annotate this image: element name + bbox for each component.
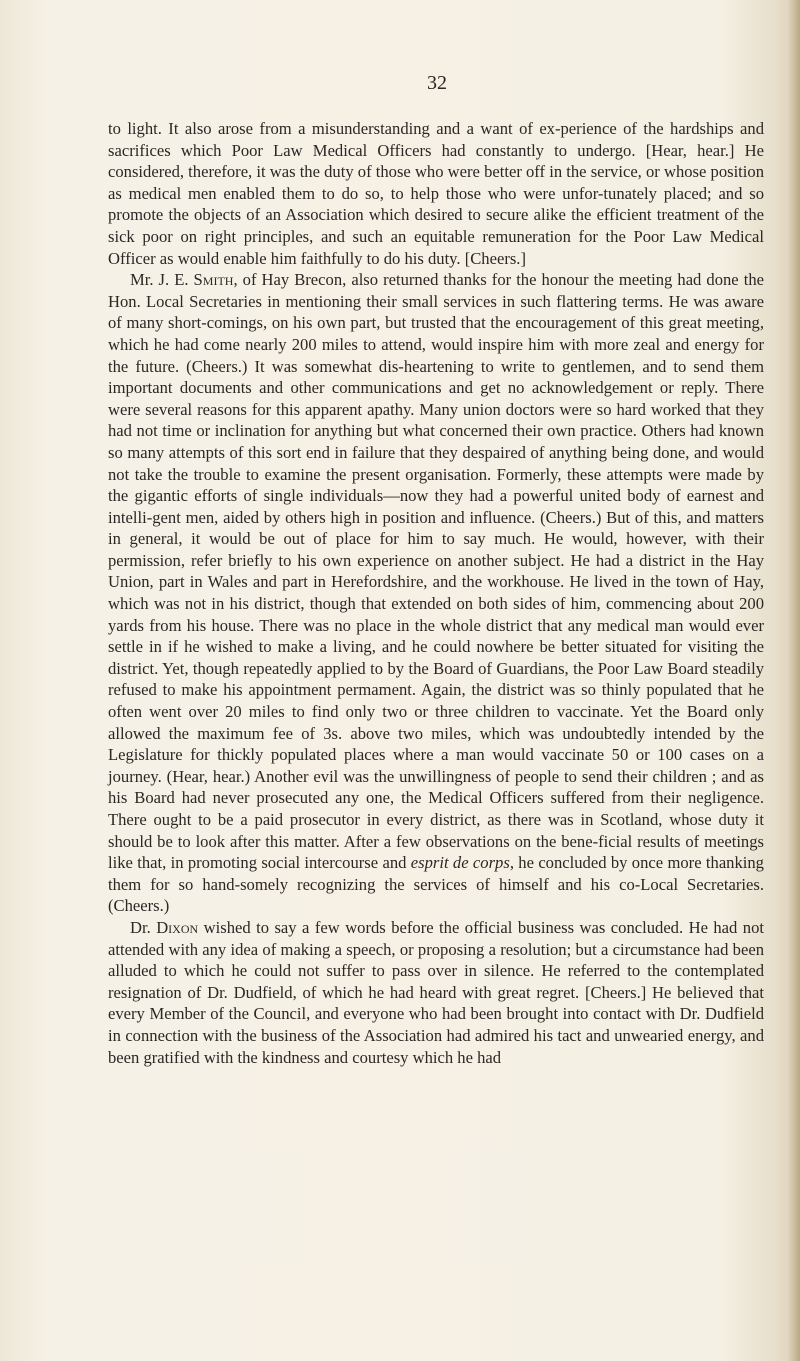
- paragraph-2-text-b: , of Hay Brecon, also returned thanks for the honour the meeting had done the Hon. Local Secretaries in mentioning their small services in such flattering terms. He was aware of many short-comings, on his own part, but trusted that the encouragement of this great meeting, which he had come nearly 200 miles to attend, would inspire him with more zeal and energy for the future. (Cheers.) It was somewhat dis-heartening to write to gentlemen, and to send them important documents and other communications and get no acknowledgement or reply. There were several reasons for this apparent apathy. Many union doctors were so hard worked that they had not time or inclination for anything but what concerned their own practice. Others had known so many attempts of this sort end in failure that they despaired of anything being done, and would not take the trouble to examine the present organisation. Formerly, these attempts were made by the gigantic efforts of single individuals—now they had a powerful united body of earnest and intelli-gent men, aided by others high in position and influence. (Cheers.) But of this, and matters in general, it would be out of place for him to say much. He would, however, with their permission, refer briefly to his own experience on another subject. He had a district in the Hay Union, part in Wales and part in Herefordshire, and the workhouse. He lived in the town of Hay, which was not in his district, though that extended on both sides of him, commencing about 200 yards from his house. There was no place in the whole district that any medical man would ever settle in if he wished to make a living, and he could nowhere be better situated for visiting the district. Yet, though repeatedly applied to by the Board of Guardians, the Poor Law Board steadily refused to make his appointment permament. Again, the district was so thinly populated that he often went over 20 miles to find only two or three children to vaccinate. Yet the Board only allowed the maximum fee of 3s. above two miles, which was undoubtedly intended by the Legislature for thickly populated places where a man would vaccinate 50 or 100 cases on a journey. (Hear, hear.) Another evil was the unwillingness of people to send their children ; and as his Board had never prosecuted any one, the Medical Officers suffered from their negligence. There ought to be a paid prosecutor in every district, as there was in Scotland, whose duty it should be to look after this matter. After a few observations on the bene-ficial results of meetings like that, in promoting social intercourse and: [108, 270, 764, 873]
- paragraph-1-text: to light. It also arose from a misunderstanding and a want of ex-perience of the hardships and sacrifices which Poor Law Medical Officers had constantly to undergo. [Hear, hear.] He considered, therefore, it was the duty of those who were better off in the service, or whose position as medical men enabled them to do so, to help those who were unfor-tunately placed; and so promote the objects of an Association which desired to secure alike the efficient treatment of the sick poor on right principles, and such an equitable remuneration for the Poor Law Medical Officer as would enable him faithfully to do his duty. [Cheers.]: [108, 119, 764, 268]
- page-edge-shadow: [786, 0, 800, 1361]
- speaker-name-dixon: Dixon: [156, 917, 199, 937]
- speaker-name-smith: Smith: [193, 270, 234, 290]
- paragraph-1: [108, 118, 764, 269]
- paragraph-3-text-b: wished to say a few words before the official business was concluded. He had not attended with any idea of making a speech, or proposing a resolution; but a circumstance had been alluded to which he could not suffer to pass over in silence. He referred to the contemplated resignation of Dr. Dudfield, of which he had heard with great regret. [Cheers.] He believed that every Member of the Council, and everyone who had been brought into contact with Dr. Dudfield in connection with the business of the Association had admired his tact and unwearied energy, and been gratified with the kindness and courtesy which he had: [108, 917, 765, 1067]
- paragraph-2-text-a: Mr. J. E.: [130, 270, 194, 290]
- body-text: [108, 118, 764, 1068]
- paragraph-3-text-a: Dr.: [130, 917, 157, 937]
- italic-phrase: esprit de corps: [410, 853, 510, 873]
- paragraph-2: [108, 269, 764, 917]
- page-number: 32: [427, 72, 447, 94]
- paragraph-3: [108, 917, 764, 1068]
- paragraph-2-text-c: , he concluded by once more thanking them for so hand-somely recognizing the services of himself and his co-Local Secretaries. (Cheers.): [108, 853, 764, 916]
